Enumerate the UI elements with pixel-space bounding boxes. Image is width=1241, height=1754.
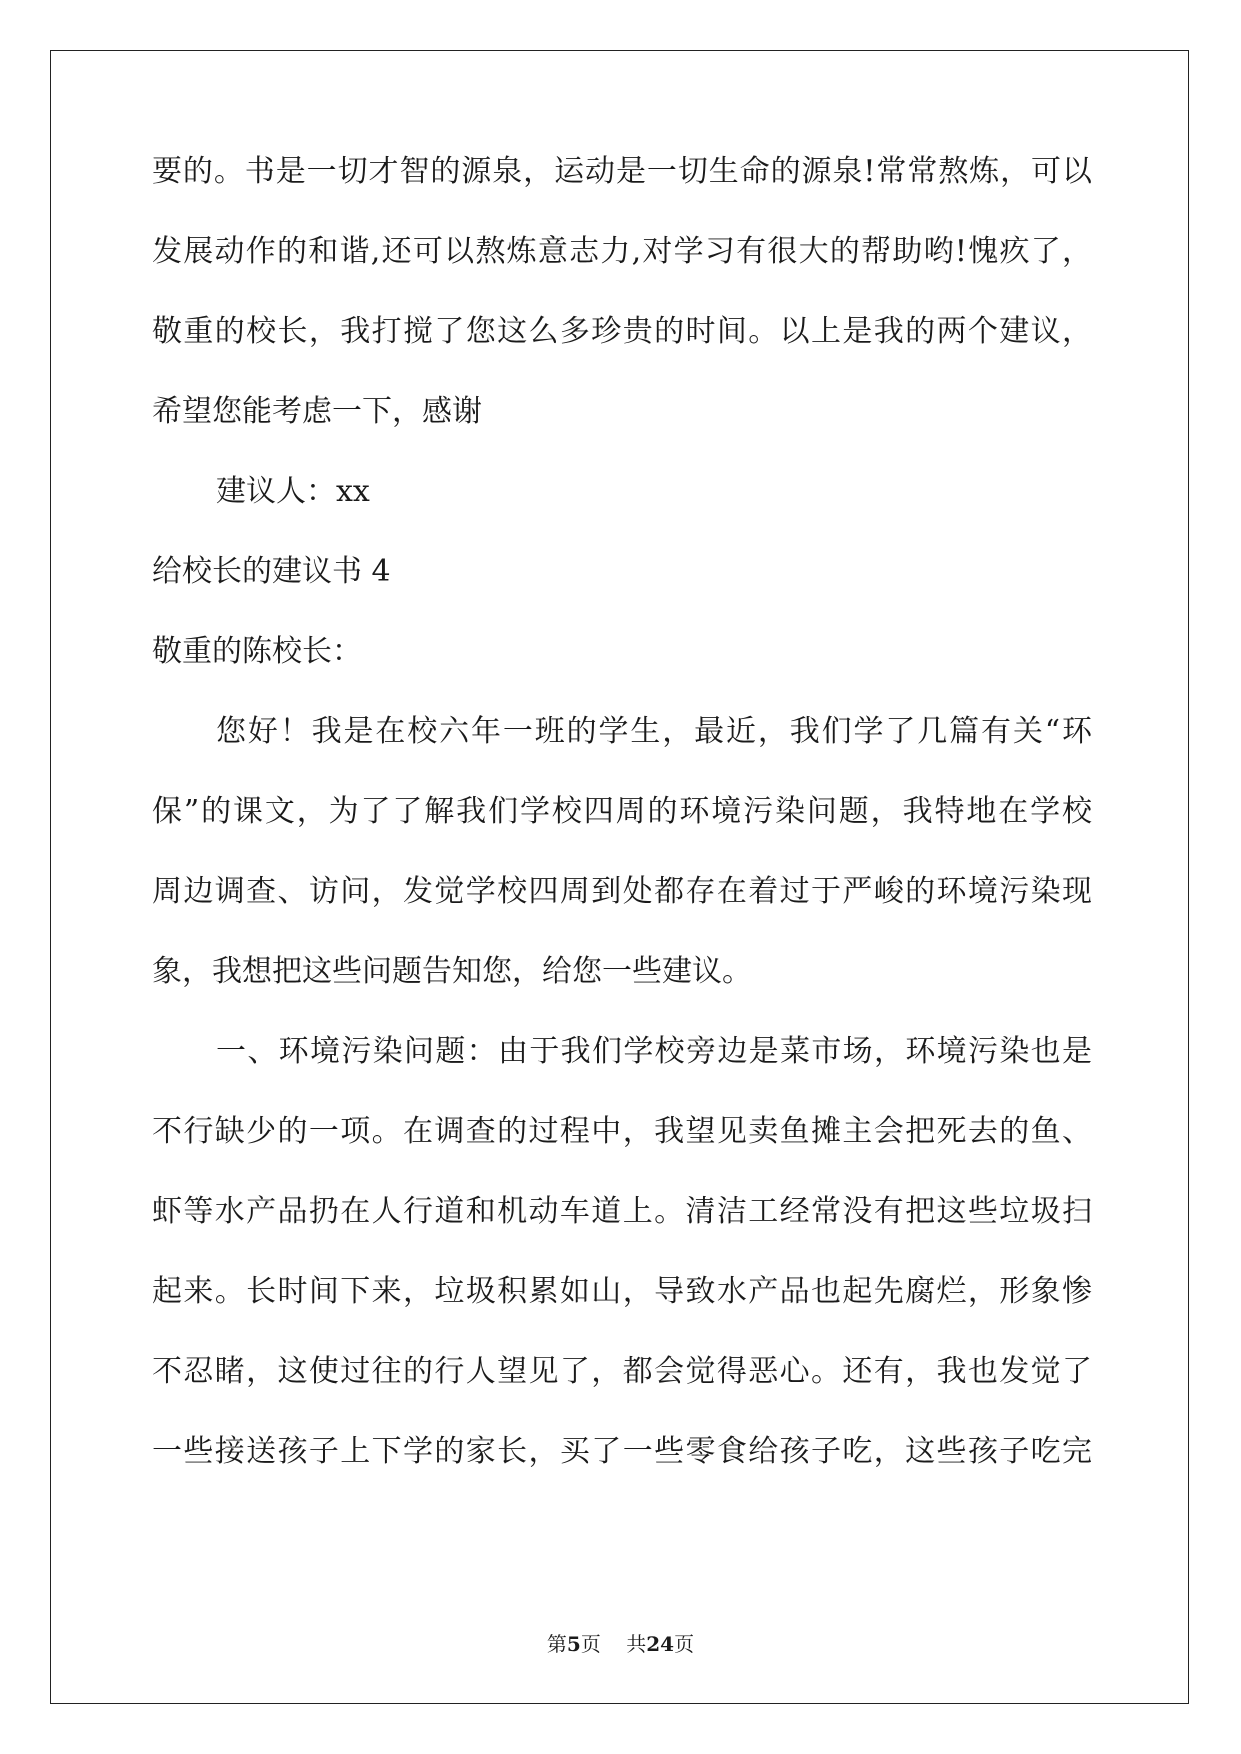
section-heading: 给校长的建议书 4 [152,554,391,589]
text-line: 象，我想把这些问题告知您，给您一些建议。 [152,954,752,989]
footer-prefix: 第 [546,1632,567,1656]
footer-total-prefix: 共 [626,1632,647,1656]
text-line: 起来。长时间下来，垃圾积累如山，导致水产品也起先腐烂，形象惨 [152,1274,1092,1309]
text-line: 一、环境污染问题：由于我们学校旁边是菜市场，环境污染也是 [216,1034,1092,1069]
footer-page-suffix: 页 [580,1632,601,1656]
text-line: 您好！我是在校六年一班的学生，最近，我们学了几篇有关“环 [216,714,1092,749]
text-line: 希望您能考虑一下，感谢 [152,394,482,429]
text-line: 发展动作的和谐,还可以熬炼意志力,对学习有很大的帮助哟!愧疚了， [152,234,1092,269]
text-line: 一些接送孩子上下学的家长，买了一些零食给孩子吃，这些孩子吃完 [152,1434,1092,1469]
text-line: 敬重的校长，我打搅了您这么多珍贵的时间。以上是我的两个建议， [152,314,1092,349]
text-line: 保”的课文，为了了解我们学校四周的环境污染问题，我特地在学校 [152,794,1092,829]
total-page-count: 24 [646,1632,675,1656]
page-footer [0,1628,1241,1657]
salutation: 敬重的陈校长： [152,634,362,669]
footer-total-suffix: 页 [674,1632,695,1656]
signature-line: 建议人：xx [216,474,370,509]
text-line: 虾等水产品扔在人行道和机动车道上。清洁工经常没有把这些垃圾扫 [152,1194,1092,1229]
text-line: 不忍睹，这使过往的行人望见了，都会觉得恶心。还有，我也发觉了 [152,1354,1092,1389]
text-line: 周边调查、访问，发觉学校四周到处都存在着过于严峻的环境污染现 [152,874,1092,909]
text-line: 要的。书是一切才智的源泉，运动是一切生命的源泉!常常熬炼，可以 [152,154,1092,189]
text-line: 不行缺少的一项。在调查的过程中，我望见卖鱼摊主会把死去的鱼、 [152,1114,1092,1149]
current-page-number: 5 [566,1632,581,1656]
